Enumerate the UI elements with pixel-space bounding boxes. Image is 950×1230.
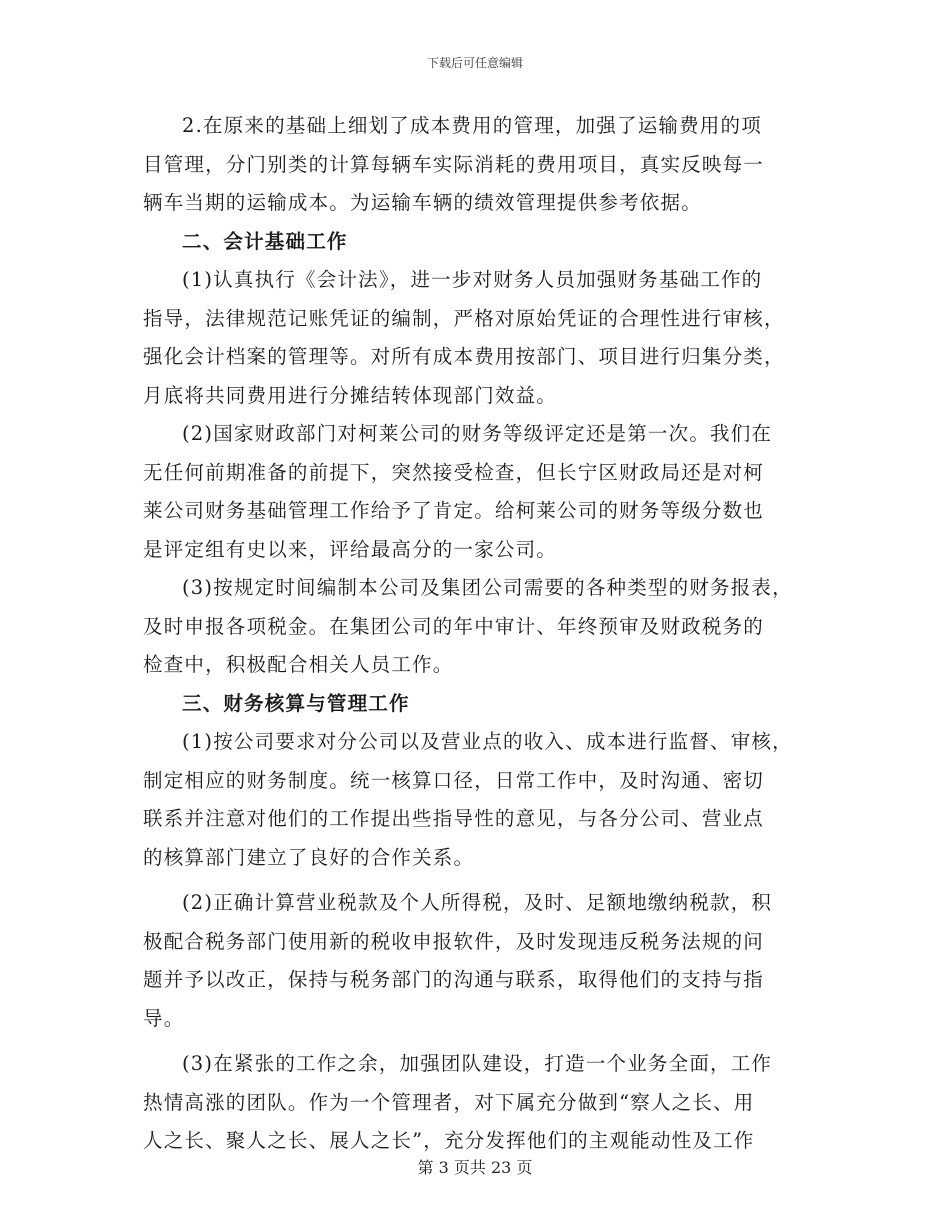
text-line: 辆车当期的运输成本。为运输车辆的绩效管理提供参考依据。 <box>143 191 702 214</box>
text-line: 月底将共同费用进行分摊结转体现部门效益。 <box>143 383 558 407</box>
text-line: 莱公司财务基础管理工作给予了肯定。给柯莱公司的财务等级分数也 <box>143 499 765 522</box>
text-line: 目管理，分门别类的计算每辆车实际消耗的费用项目，真实反映每一 <box>143 152 765 176</box>
text-line: (1)认真执行《会计法》，进一步对财务人员加强财务基础工作的 <box>182 268 763 291</box>
text-line: (3)在紧张的工作之余，加强团队建设，打造一个业务全面，工作 <box>182 1052 773 1075</box>
text-line: 制定相应的财务制度。统一核算口径，日常工作中，及时沟通、密切 <box>143 768 765 792</box>
paragraph-finance-rating <box>143 415 815 569</box>
text-line: 联系并注意对他们的工作提出些指导性的意见，与各分公司、营业点 <box>143 807 765 830</box>
text-line: 2.在原来的基础上细划了成本费用的管理，加强了运输费用的项 <box>182 114 762 137</box>
text-line: 导。 <box>143 1006 185 1030</box>
text-line: 无任何前期准备的前提下，突然接受检查，但长宁区财政局还是对柯 <box>143 460 765 484</box>
paragraph-branch-supervision <box>143 723 815 877</box>
text-line: 热情高涨的团队。作为一个管理者，对下属充分做到“察人之长、用 <box>143 1090 755 1114</box>
text-line: 检查中，积极配合相关人员工作。 <box>143 653 454 676</box>
section-heading-accounting-management: 三、财务核算与管理工作 <box>182 691 410 715</box>
document-body <box>143 107 815 1161</box>
paragraph-financial-reports <box>143 569 815 685</box>
section-heading-accounting-basics: 二、会计基础工作 <box>182 229 348 253</box>
text-line: 的核算部门建立了良好的合作关系。 <box>143 845 475 869</box>
paragraph-team-building <box>143 1045 815 1161</box>
text-line: 人之长、聚人之长、展人之长”，充分发挥他们的主观能动性及工作 <box>143 1129 755 1152</box>
text-line: (1)按公司要求对分公司以及营业点的收入、成本进行监督、审核， <box>182 730 793 753</box>
page-footer: 第 3 页共 23 页 <box>417 1158 533 1177</box>
text-line: (2)正确计算营业税款及个人所得税，及时、足额地缴纳税款，积 <box>182 891 773 914</box>
text-line: 强化会计档案的管理等。对所有成本费用按部门、项目进行归集分类， <box>143 345 785 368</box>
text-line: (3)按规定时间编制本公司及集团公司需要的各种类型的财务报表， <box>182 576 793 599</box>
text-line: 指导，法律规范记账凭证的编制，严格对原始凭证的合理性进行审核， <box>143 306 785 330</box>
spacer <box>143 877 815 884</box>
text-line: 及时申报各项税金。在集团公司的年中审计、年终预审及财政税务的 <box>143 614 765 638</box>
text-line: (2)国家财政部门对柯莱公司的财务等级评定还是第一次。我们在 <box>182 422 773 445</box>
paragraph-cost-management <box>143 107 815 223</box>
text-line: 是评定组有史以来，评给最高分的一家公司。 <box>143 537 558 561</box>
spacer <box>143 1038 815 1045</box>
page-header: 下载后可任意编辑 <box>426 56 523 70</box>
text-line: 极配合税务部门使用新的税收申报软件，及时发现违反税务法规的问 <box>143 929 765 953</box>
text-line: 题并予以改正，保持与税务部门的沟通与联系，取得他们的支持与指 <box>143 968 765 991</box>
paragraph-accounting-law <box>143 261 815 415</box>
paragraph-tax-payment <box>143 884 815 1038</box>
